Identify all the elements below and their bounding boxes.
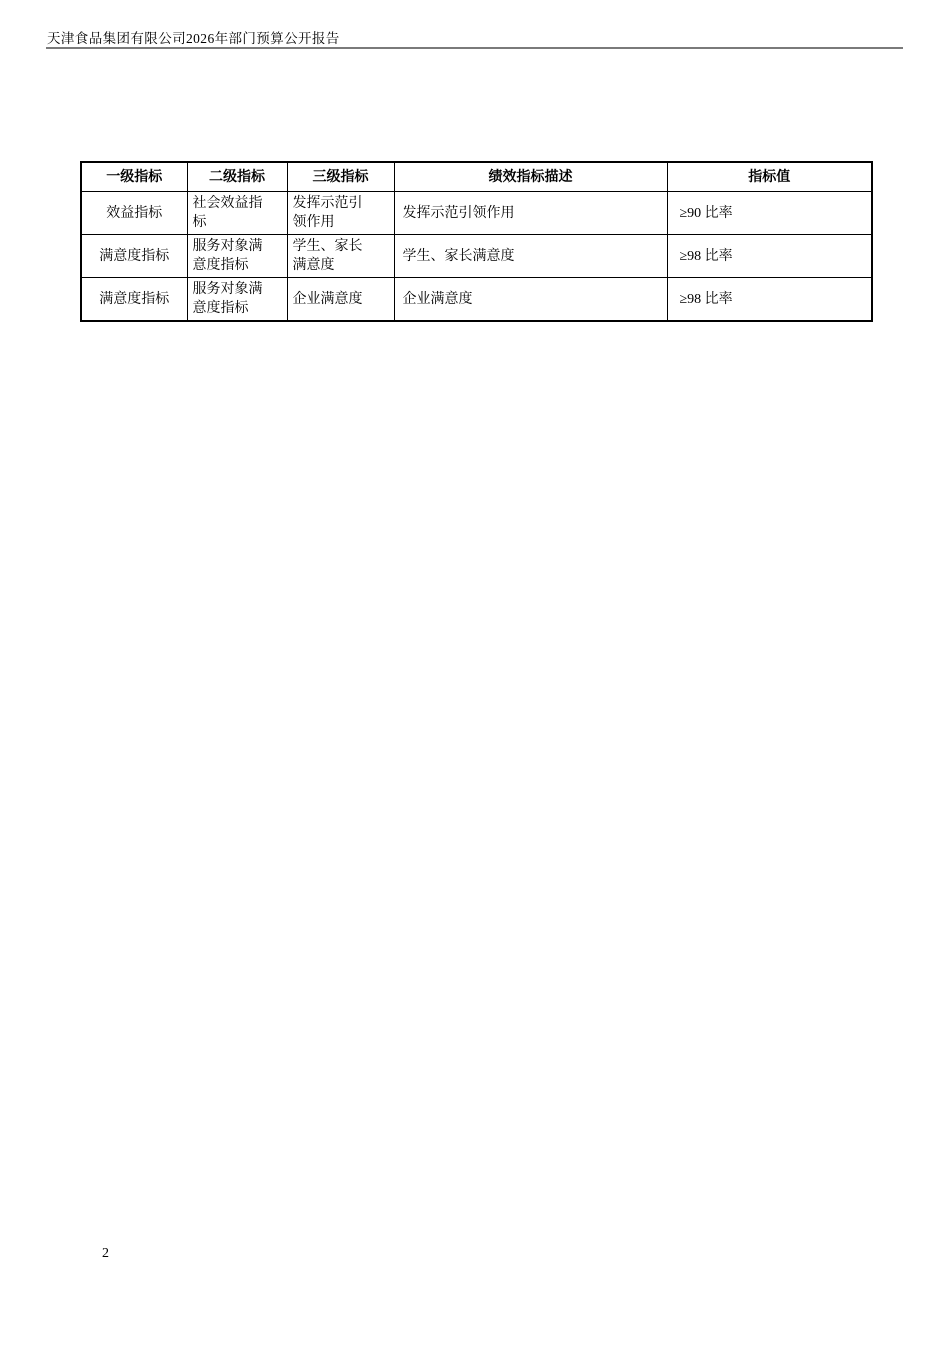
table-cell-description: 发挥示范引领作用 <box>394 192 667 235</box>
column-header-level1-indicator: 一级指标 <box>81 162 187 192</box>
table-cell-value: ≥90 比率 <box>667 192 872 235</box>
table-cell-level1: 效益指标 <box>81 192 187 235</box>
column-header-level3-indicator: 三级指标 <box>287 162 394 192</box>
table-cell-level3: 发挥示范引领作用 <box>287 192 394 235</box>
column-header-level2-indicator: 二级指标 <box>187 162 287 192</box>
table-cell-description: 学生、家长满意度 <box>394 235 667 278</box>
table-header-row <box>81 162 872 192</box>
column-header-indicator-description: 绩效指标描述 <box>394 162 667 192</box>
table-cell-level3: 企业满意度 <box>287 278 394 322</box>
table-cell-level2: 服务对象满意度指标 <box>187 235 287 278</box>
table-cell-description: 企业满意度 <box>394 278 667 322</box>
table-row <box>81 278 872 322</box>
performance-indicator-table <box>80 161 873 322</box>
table-cell-level2: 社会效益指标 <box>187 192 287 235</box>
table-cell-value: ≥98 比率 <box>667 278 872 322</box>
table-row <box>81 235 872 278</box>
page-header-title: 天津食品集团有限公司2026年部门预算公开报告 <box>47 31 340 46</box>
table-row <box>81 192 872 235</box>
table-cell-level1: 满意度指标 <box>81 235 187 278</box>
table-cell-level2: 服务对象满意度指标 <box>187 278 287 322</box>
table-cell-level1: 满意度指标 <box>81 278 187 322</box>
page-number: 2 <box>102 1246 109 1261</box>
table-cell-value: ≥98 比率 <box>667 235 872 278</box>
column-header-indicator-value: 指标值 <box>667 162 872 192</box>
table-cell-level3: 学生、家长满意度 <box>287 235 394 278</box>
header-rule-divider <box>46 47 903 49</box>
